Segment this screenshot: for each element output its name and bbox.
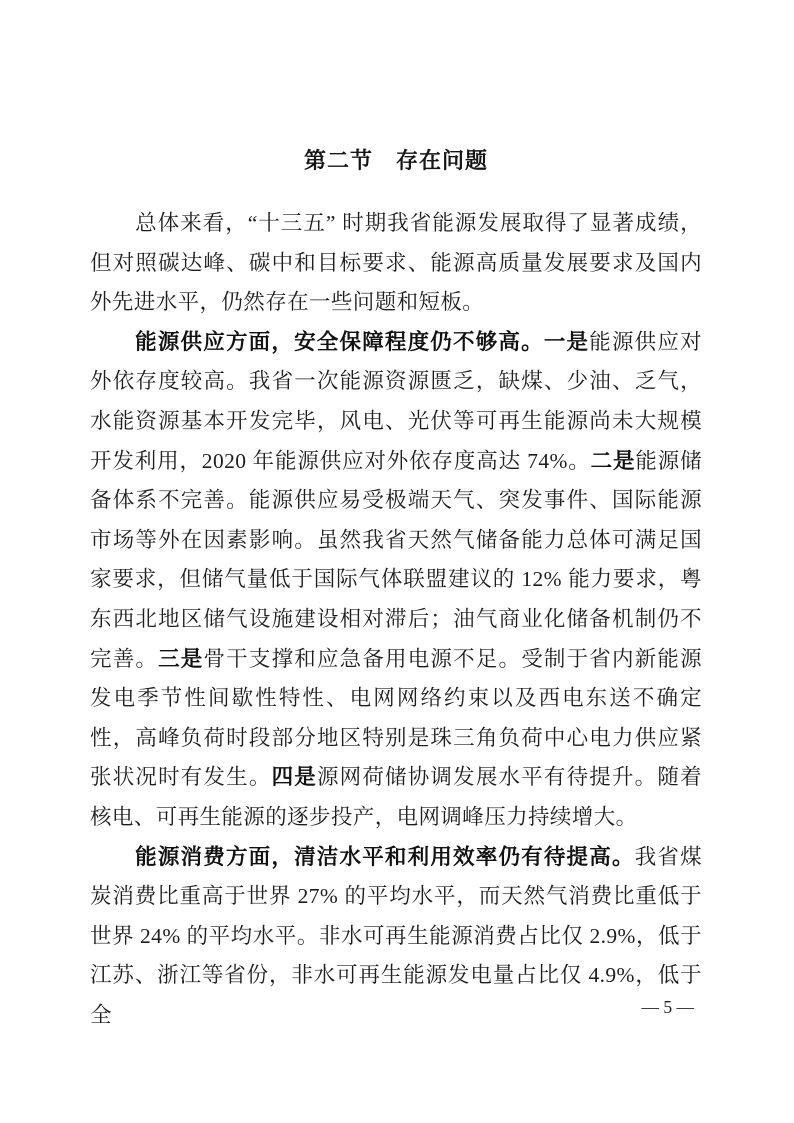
paragraph-text: 我省煤炭消费比重高于世界 27% 的平均水平，而天然气消费比重低于世界 24% 的平均水平。非水可再生能源消费占比仅 2.9%，低于江苏、浙江等省份，非水可再生能源发电量占比仅 4.9%，低于全 (90, 844, 702, 1027)
paragraph-text: 能源储备体系不完善。能源供应易受极端天气、突发事件、国际能源市场等外在因素影响。虽然我省天然气储备能力总体可满足国家要求，但储气量低于国际气体联盟建议的 12% 能力要求，粤东西北地区储气设施建设相对滞后；油气商业化储备机制仍不完善。 (90, 448, 702, 671)
paragraph-lead-bold: 能源消费方面，清洁水平和利用效率仍有待提高。 (135, 844, 635, 869)
paragraph-text: 骨干支撑和应急备用电源不足。受制于省内新能源发电季节性间歇性特性、电网网络约束以及西电东送不确定性，高峰负荷时段部分地区特别是珠三角负荷中心电力供应紧张状况时有发生。 (90, 646, 702, 790)
paragraph-text: 源网荷储协调发展水平有待提升。随着核电、可再生能源的逐步投产，电网调峰压力持续增大。 (90, 765, 702, 829)
paragraph-energy-supply (90, 323, 702, 838)
document-body (90, 204, 702, 1035)
page-number: — 5 — (641, 997, 694, 1017)
paragraph-text: 总体来看，“十三五” 时期我省能源发展取得了显著成绩，但对照碳达峰、碳中和目标要求、能源高质量发展要求及国内外先进水平，仍然存在一些问题和短板。 (90, 211, 702, 315)
enumerator-bold: 三是 (158, 646, 204, 671)
section-title: 第二节 存在问题 (303, 148, 488, 173)
paragraph-overview (90, 204, 702, 323)
paragraph-lead-bold: 能源供应方面，安全保障程度仍不够高。一是 (135, 329, 590, 354)
enumerator-bold: 四是 (271, 765, 317, 790)
paragraph-energy-consumption (90, 838, 702, 1036)
paragraph-text: 能源供应对外依存度较高。我省一次能源资源匮乏，缺煤、少油、乏气，水能资源基本开发完毕，风电、光伏等可再生能源尚未大规模开发利用，2020 年能源供应对外依存度高达 74%。 (90, 329, 702, 473)
enumerator-bold: 二是 (590, 448, 636, 473)
